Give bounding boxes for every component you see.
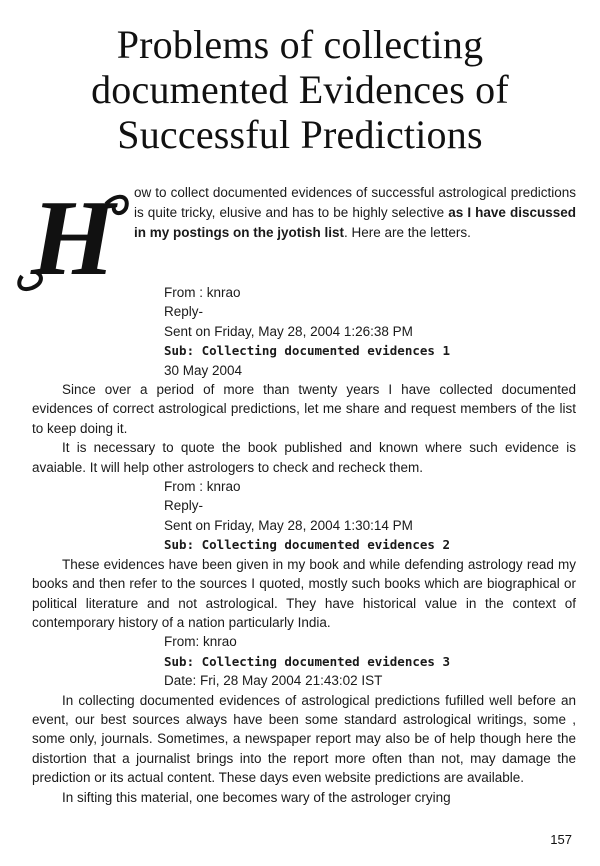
title-line-2: documented Evidences of: [91, 67, 509, 112]
title-line-3: Successful Predictions: [117, 112, 483, 157]
letter-1-subject: Sub: Collecting documented evidences 1: [164, 343, 450, 359]
letter-1-paragraph-2: It is necessary to quote the book published and known where such evidence is avaiable. It will help other astrologers to check and recheck them.: [32, 440, 576, 475]
dropcap-letter: H: [30, 184, 116, 294]
letter-1-date: 30 May 2004: [164, 362, 243, 378]
dropcap-h-ornament: [14, 184, 132, 294]
letter-2-reply: Reply-: [164, 498, 204, 514]
page-title: [0, 22, 600, 157]
letter-3-subject: Sub: Collecting documented evidences 3: [164, 653, 450, 669]
letter-1-paragraph-1: Since over a period of more than twenty years I have collected documented evidences of correct astrological predictions, let me share and request members of the list to keep doing it.: [32, 382, 576, 436]
intro-paragraph: [134, 183, 576, 243]
intro-text-a: ow to collect documented evidences of successful astrological predictions is quite tricky, elusive and has to be highly selective: [134, 185, 576, 220]
intro-bold: as I have discussed in my postings on the jyotish list: [134, 205, 576, 240]
letters-body: [32, 283, 576, 807]
letter-3-date: Date: Fri, 28 May 2004 21:43:02 IST: [164, 673, 383, 689]
page-number: 157: [550, 832, 572, 847]
letter-2-paragraph-1: These evidences have been given in my book and while defending astrology read my books and then refer to the sources I quoted, mostly such books which are biographical or political literature and not astrological. They have historical value in the context of contemporary history of a nation particularly India.: [32, 556, 576, 630]
letter-2-subject: Sub: Collecting documented evidences 2: [164, 537, 450, 553]
letter-3-paragraph-2: In sifting this material, one becomes wary of the astrologer crying: [62, 789, 451, 805]
letter-2-from: From : knrao: [164, 479, 241, 495]
letter-1-reply: Reply-: [164, 304, 204, 320]
intro-text-b: . Here are the letters.: [344, 225, 471, 240]
title-line-1: Problems of collecting: [116, 22, 484, 67]
letter-3-from: From: knrao: [164, 634, 237, 650]
letter-3-paragraph-1: In collecting documented evidences of astrological predictions fufilled well before an event, our best sources always have been some standard astrological writings, some , some only, journals. Sometimes, a newspaper report may also be of help though here the distortion that a journalist brings into the report more often than not, may damage the prediction or its actual content. These days even website predictions are available.: [32, 692, 576, 786]
letter-1-sent: Sent on Friday, May 28, 2004 1:26:38 PM: [164, 323, 413, 339]
letter-1-from: From : knrao: [164, 285, 241, 300]
letter-2-sent: Sent on Friday, May 28, 2004 1:30:14 PM: [164, 517, 413, 533]
